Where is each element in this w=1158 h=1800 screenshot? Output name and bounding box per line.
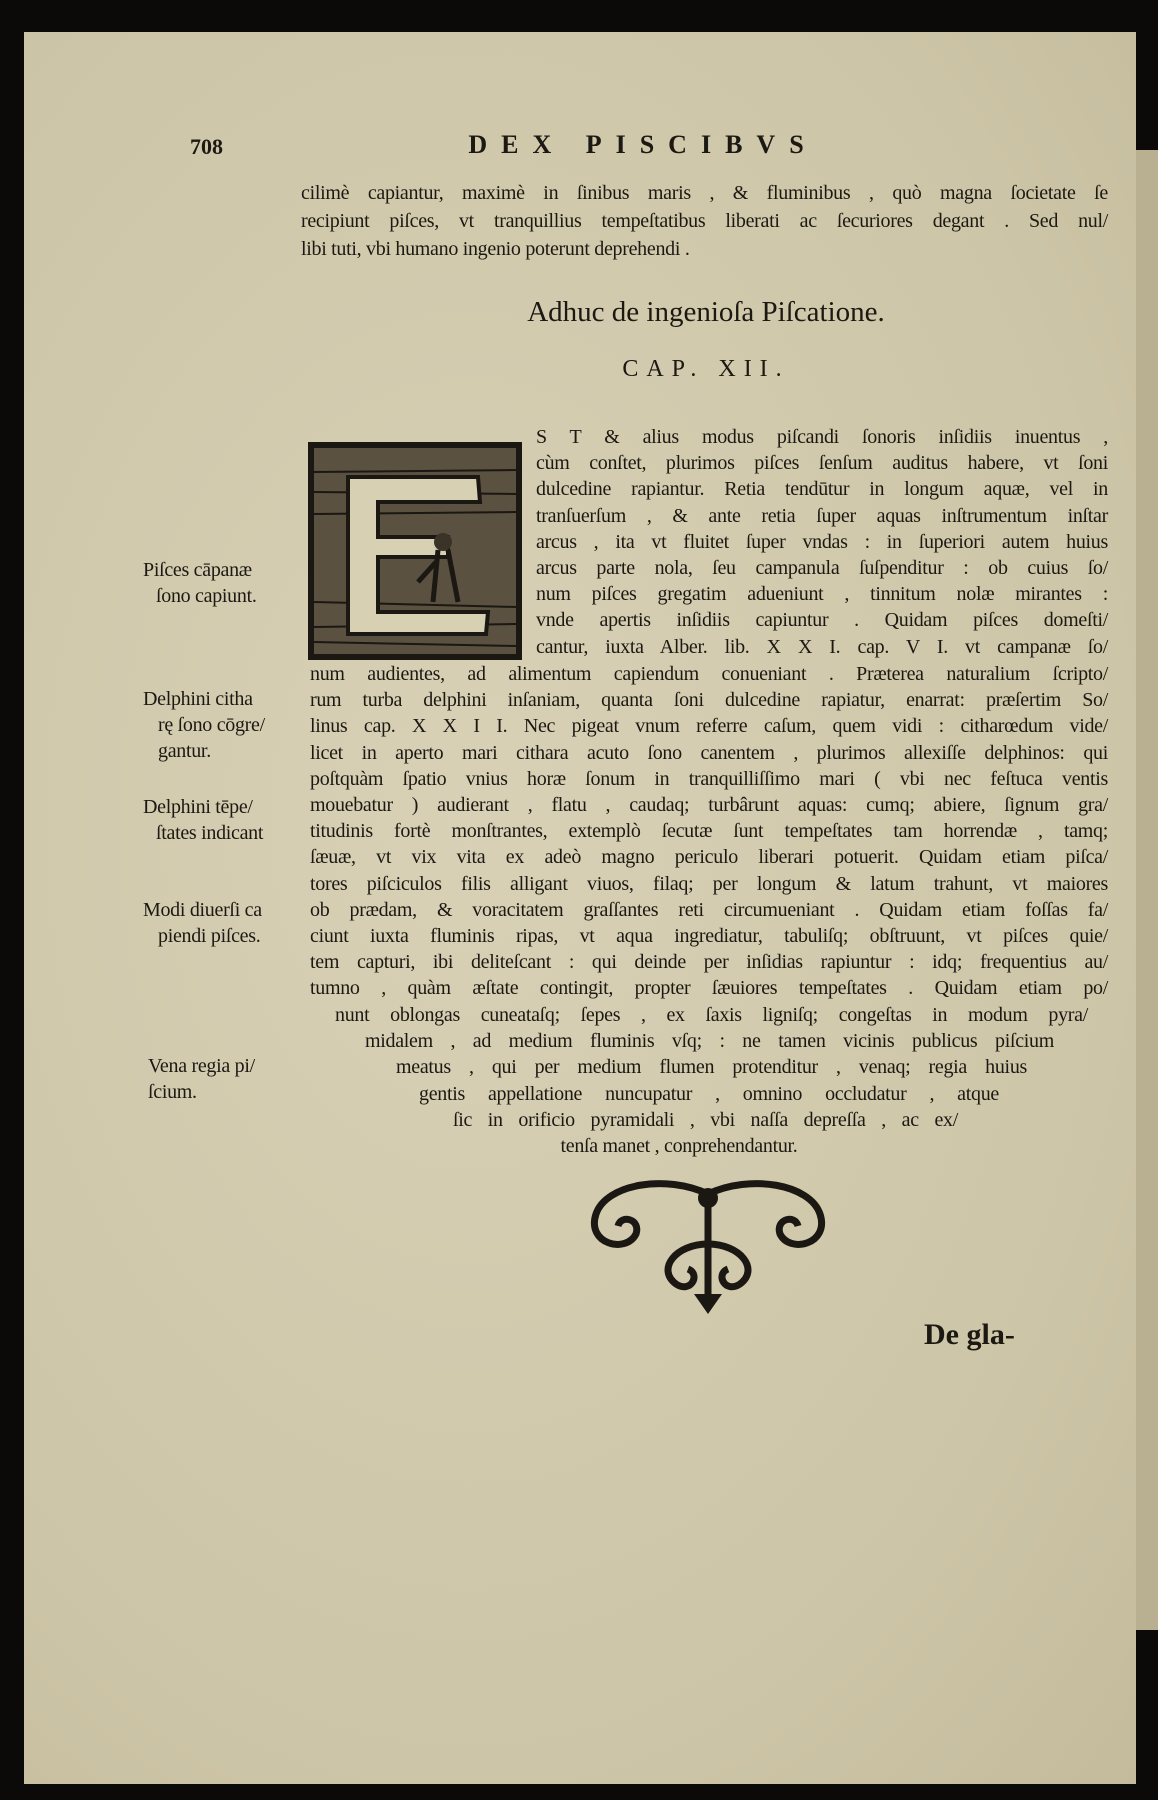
margin-note: gantur. <box>158 740 211 763</box>
text-line: tenſa manet , conprehendantur. <box>560 1135 798 1157</box>
text-line: recipiunt piſces, vt tranquillius tempeſtatibus liberati ac ſecuriores degant . Sed nul/ <box>301 210 1108 232</box>
page-number: 708 <box>190 134 223 159</box>
text-line: meatus , qui per medium flumen protenditur , venaq; regia huius <box>396 1056 1027 1079</box>
text-line: num piſces gregatim adueniunt , tinnitum nolæ mirantes : <box>536 583 1108 606</box>
margin-note: Delphini tēpe/ <box>143 796 253 818</box>
text-line: linus cap. X X I I. Nec pigeat vnum referre caſum, quem vidi : citharœdum vide/ <box>310 715 1108 738</box>
chapter-number: CAP. XII. <box>622 356 790 382</box>
margin-note: Modi diuerſi ca <box>143 899 262 921</box>
margin-note: ſtates indicant <box>156 822 264 845</box>
woodcut-initial-icon <box>308 442 522 660</box>
text-line: cilimè capiantur, maximè in ſinibus maris , & fluminibus , quò magna ſocietate ſe <box>301 182 1108 204</box>
text-line: cantur, iuxta Alber. lib. X X I. cap. V I. vt campanæ ſo/ <box>536 635 1108 658</box>
text-line: arcus parte nola, ſeu campanula ſuſpenditur : ob cuius ſo/ <box>536 557 1108 579</box>
margin-note: Delphini citha <box>143 688 253 710</box>
running-title: DEX PISCIBVS <box>468 130 818 159</box>
chapter-title: Adhuc de ingenioſa Piſcatione. <box>527 296 885 328</box>
margin-note: ſono capiunt. <box>156 585 257 608</box>
printer-ornament-icon <box>576 1174 840 1318</box>
text-line: ſic in orificio pyramidali , vbi naſſa depreſſa , ac ex/ <box>453 1108 958 1131</box>
text-line: cùm conſtet, plurimos piſces ſenſum auditus habere, vt ſoni <box>536 452 1108 475</box>
text-line: ciunt iuxta fluminis ripas, vt aqua ingrediatur, tabuliſq; obſtruunt, vt piſces quie/ <box>310 925 1108 947</box>
text-line: tranſuerſum , & ante retia ſuper aquas inſtrumentum inſtar <box>536 504 1108 527</box>
text-line: ob prædam, & voracitatem graſſantes reti circumueniant . Quidam etiam foſſas fa/ <box>310 898 1108 921</box>
text-line: dulcedine rapiantur. Retia tendūtur in longum aquæ, vel in <box>536 478 1108 501</box>
margin-note: Piſces cāpanæ <box>143 559 252 581</box>
text-line: tem capturi, ibi deliteſcant : qui deinde per inſidias rapiuntur : idq; frequentius au/ <box>310 951 1108 974</box>
text-line: arcus , ita vt fluitet ſuper vndas : in ſuperiori autem huius <box>536 530 1108 553</box>
margin-note: piendi piſces. <box>158 925 261 948</box>
text-line: licet in aperto mari cithara acuto ſono canentem , plurimos allexiſſe delphinos: qui <box>310 741 1108 764</box>
text-line: titudinis fortè monſtrantes, extemplò ſecutæ ſunt tempeſtates tam horrendæ , tamq; <box>310 820 1108 843</box>
text-line: num audientes, ad alimentum capiendum conueniant . Præterea naturalium ſcripto/ <box>310 663 1108 685</box>
text-line: S T & alius modus piſcandi ſonoris inſidiis inuentus , <box>536 426 1108 448</box>
text-line: tumno , quàm æſtate contingit, propter ſæuiores tempeſtates . Quidam etiam po/ <box>310 977 1108 1000</box>
text-line: vnde apertis inſidiis capiuntur . Quidam piſces domeſti/ <box>536 609 1108 632</box>
catchword: De gla- <box>924 1318 1015 1351</box>
text-line: ſæuæ, vt vix vita ex adeò magno periculo liberari potuerit. Quidam etiam piſca/ <box>310 846 1108 869</box>
text-line: libi tuti, vbi humano ingenio poterunt deprehendi . <box>301 238 690 260</box>
text-line: midalem , ad medium fluminis vſq; : ne tamen vicinis publicus piſcium <box>365 1030 1054 1053</box>
facing-page-edge <box>1136 150 1158 1630</box>
margin-note: ſcium. <box>148 1081 197 1104</box>
decorated-initial-e <box>308 442 522 660</box>
margin-note: Vena regia pi/ <box>148 1055 255 1077</box>
text-line: poſtquàm ſpatio vnius horæ ſonum in tranquilliſſimo mari ( vbi nec feſtuca ventis <box>310 767 1108 790</box>
margin-note: rę ſono cōgre/ <box>158 714 265 737</box>
text-line: mouebatur ) audierant , flatu , caudaq; turbârunt aquas: cumq; abiere, ſignum gra/ <box>310 794 1108 816</box>
text-line: nunt oblongas cuneataſq; ſepes , ex ſaxis ligniſq; congeſtas in modum pyra/ <box>335 1004 1088 1026</box>
text-line: tores piſciculos filis alligant viuos, filaq; per longum & latum trahunt, vt maiores <box>310 872 1108 895</box>
text-line: gentis appellatione nuncupatur , omnino occludatur , atque <box>419 1082 999 1105</box>
text-line: rum turba delphini inſaniam, quanta ſoni dulcedine rapiatur, enarrat: præſertim So/ <box>310 689 1108 712</box>
